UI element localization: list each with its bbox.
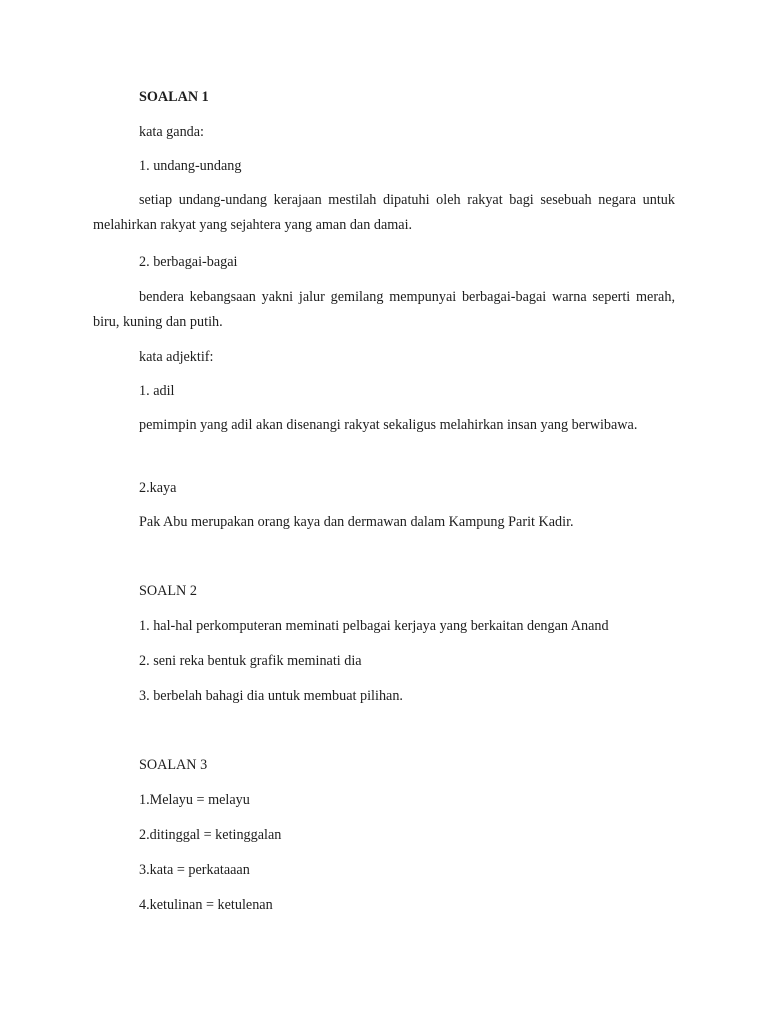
list-item: 4.ketulinan = ketulenan	[139, 897, 273, 913]
example-sentence-adil: pemimpin yang adil akan disenangi rakyat sekaligus melahirkan insan yang berwibawa.	[139, 417, 638, 433]
kata-adjektif-label: kata adjektif:	[139, 349, 214, 365]
item-title-adil: 1. adil	[139, 383, 175, 399]
item-title-kaya: 2.kaya	[139, 480, 177, 496]
list-item: 3.kata = perkataaan	[139, 862, 250, 878]
section-heading-soalan-3: SOALAN 3	[139, 757, 208, 773]
list-item: 1. hal-hal perkomputeran meminati pelbagai kerjaya yang berkaitan dengan Anand	[139, 618, 609, 634]
section-heading-soalan-1: SOALAN 1	[139, 89, 209, 105]
list-item: 2.ditinggal = ketinggalan	[139, 827, 282, 843]
item-title-undang-undang: 1. undang-undang	[139, 158, 242, 174]
example-sentence-kaya: Pak Abu merupakan orang kaya dan dermawan dalam Kampung Parit Kadir.	[139, 514, 574, 530]
example-sentence-berbagai-bagai: bendera kebangsaan yakni jalur gemilang mempunyai berbagai-bagai warna seperti merah, biru, kuning dan putih.	[93, 289, 675, 330]
list-item: 3. berbelah bahagi dia untuk membuat pilihan.	[139, 688, 403, 704]
example-sentence-undang-undang: setiap undang-undang kerajaan mestilah dipatuhi oleh rakyat bagi sesebuah negara untuk melahirkan rakyat yang sejahtera yang aman dan damai.	[93, 192, 675, 233]
kata-ganda-label: kata ganda:	[139, 124, 204, 140]
item-title-berbagai-bagai: 2. berbagai-bagai	[139, 254, 238, 270]
list-item: 1.Melayu = melayu	[139, 792, 250, 808]
list-item: 2. seni reka bentuk grafik meminati dia	[139, 653, 362, 669]
section-heading-soalan-2: SOALN 2	[139, 583, 197, 599]
